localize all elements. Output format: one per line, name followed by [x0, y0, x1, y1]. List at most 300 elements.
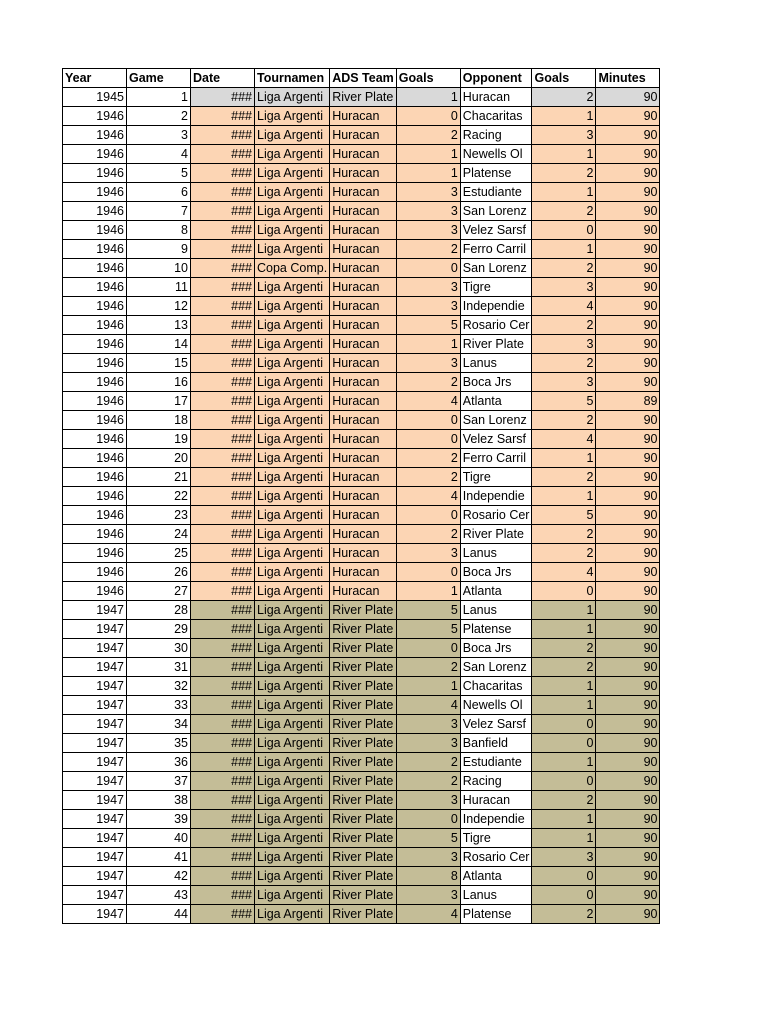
- cell-ads-goals[interactable]: 1: [396, 164, 460, 183]
- cell-opponent-goals[interactable]: 3: [532, 335, 596, 354]
- cell-opponent-goals[interactable]: 0: [532, 867, 596, 886]
- cell-ads-goals[interactable]: 3: [396, 544, 460, 563]
- cell-opponent[interactable]: Ferro Carril: [460, 449, 532, 468]
- cell-year[interactable]: 1947: [63, 867, 127, 886]
- cell-year[interactable]: 1947: [63, 753, 127, 772]
- cell-minutes[interactable]: 90: [596, 297, 660, 316]
- cell-ads-goals[interactable]: 0: [396, 563, 460, 582]
- cell-date[interactable]: ###: [191, 753, 255, 772]
- header-opponent-goals[interactable]: Goals: [532, 69, 596, 88]
- cell-tournament[interactable]: Liga Argenti: [255, 449, 330, 468]
- cell-opponent-goals[interactable]: 5: [532, 392, 596, 411]
- cell-tournament[interactable]: Liga Argenti: [255, 639, 330, 658]
- cell-year[interactable]: 1946: [63, 316, 127, 335]
- cell-tournament[interactable]: Liga Argenti: [255, 335, 330, 354]
- cell-minutes[interactable]: 90: [596, 563, 660, 582]
- cell-game[interactable]: 9: [127, 240, 191, 259]
- cell-tournament[interactable]: Liga Argenti: [255, 411, 330, 430]
- cell-year[interactable]: 1946: [63, 373, 127, 392]
- cell-tournament[interactable]: Liga Argenti: [255, 468, 330, 487]
- cell-ads-team[interactable]: Huracan: [330, 563, 397, 582]
- cell-minutes[interactable]: 90: [596, 240, 660, 259]
- cell-year[interactable]: 1946: [63, 278, 127, 297]
- cell-opponent[interactable]: Rosario Cer: [460, 848, 532, 867]
- cell-tournament[interactable]: Liga Argenti: [255, 772, 330, 791]
- cell-date[interactable]: ###: [191, 164, 255, 183]
- cell-ads-team[interactable]: River Plate: [330, 810, 397, 829]
- cell-ads-team[interactable]: Huracan: [330, 525, 397, 544]
- cell-ads-team[interactable]: River Plate: [330, 867, 397, 886]
- cell-opponent-goals[interactable]: 2: [532, 791, 596, 810]
- cell-ads-goals[interactable]: 1: [396, 582, 460, 601]
- cell-year[interactable]: 1946: [63, 582, 127, 601]
- cell-opponent-goals[interactable]: 1: [532, 449, 596, 468]
- cell-year[interactable]: 1947: [63, 734, 127, 753]
- cell-opponent[interactable]: Racing: [460, 126, 532, 145]
- cell-game[interactable]: 3: [127, 126, 191, 145]
- cell-ads-team[interactable]: Huracan: [330, 487, 397, 506]
- cell-tournament[interactable]: Liga Argenti: [255, 221, 330, 240]
- cell-ads-team[interactable]: Huracan: [330, 373, 397, 392]
- cell-tournament[interactable]: Liga Argenti: [255, 810, 330, 829]
- cell-year[interactable]: 1946: [63, 335, 127, 354]
- cell-opponent[interactable]: Newells Ol: [460, 145, 532, 164]
- cell-ads-team[interactable]: River Plate: [330, 715, 397, 734]
- cell-ads-goals[interactable]: 4: [396, 487, 460, 506]
- cell-year[interactable]: 1946: [63, 107, 127, 126]
- cell-minutes[interactable]: 90: [596, 829, 660, 848]
- cell-minutes[interactable]: 90: [596, 601, 660, 620]
- cell-ads-goals[interactable]: 2: [396, 373, 460, 392]
- cell-game[interactable]: 44: [127, 905, 191, 924]
- cell-game[interactable]: 2: [127, 107, 191, 126]
- cell-date[interactable]: ###: [191, 905, 255, 924]
- cell-opponent[interactable]: Tigre: [460, 829, 532, 848]
- cell-tournament[interactable]: Liga Argenti: [255, 240, 330, 259]
- cell-date[interactable]: ###: [191, 810, 255, 829]
- cell-opponent[interactable]: San Lorenz: [460, 411, 532, 430]
- cell-ads-goals[interactable]: 0: [396, 411, 460, 430]
- cell-ads-team[interactable]: River Plate: [330, 753, 397, 772]
- cell-tournament[interactable]: Liga Argenti: [255, 278, 330, 297]
- cell-ads-goals[interactable]: 3: [396, 886, 460, 905]
- cell-ads-team[interactable]: River Plate: [330, 734, 397, 753]
- cell-opponent-goals[interactable]: 1: [532, 601, 596, 620]
- cell-game[interactable]: 13: [127, 316, 191, 335]
- cell-ads-team[interactable]: Huracan: [330, 335, 397, 354]
- cell-opponent-goals[interactable]: 1: [532, 107, 596, 126]
- cell-tournament[interactable]: Liga Argenti: [255, 886, 330, 905]
- cell-game[interactable]: 22: [127, 487, 191, 506]
- cell-date[interactable]: ###: [191, 316, 255, 335]
- cell-opponent-goals[interactable]: 1: [532, 829, 596, 848]
- cell-ads-goals[interactable]: 5: [396, 829, 460, 848]
- cell-game[interactable]: 34: [127, 715, 191, 734]
- cell-tournament[interactable]: Liga Argenti: [255, 620, 330, 639]
- cell-ads-goals[interactable]: 2: [396, 753, 460, 772]
- cell-ads-team[interactable]: River Plate: [330, 791, 397, 810]
- cell-date[interactable]: ###: [191, 259, 255, 278]
- cell-ads-goals[interactable]: 5: [396, 601, 460, 620]
- cell-minutes[interactable]: 90: [596, 487, 660, 506]
- cell-ads-team[interactable]: Huracan: [330, 240, 397, 259]
- cell-game[interactable]: 26: [127, 563, 191, 582]
- header-date[interactable]: Date: [191, 69, 255, 88]
- cell-minutes[interactable]: 90: [596, 696, 660, 715]
- cell-year[interactable]: 1946: [63, 126, 127, 145]
- cell-ads-goals[interactable]: 3: [396, 791, 460, 810]
- cell-ads-goals[interactable]: 0: [396, 810, 460, 829]
- cell-opponent[interactable]: Ferro Carril: [460, 240, 532, 259]
- cell-tournament[interactable]: Liga Argenti: [255, 829, 330, 848]
- cell-opponent-goals[interactable]: 3: [532, 373, 596, 392]
- cell-minutes[interactable]: 90: [596, 506, 660, 525]
- cell-game[interactable]: 41: [127, 848, 191, 867]
- cell-minutes[interactable]: 90: [596, 183, 660, 202]
- cell-date[interactable]: ###: [191, 658, 255, 677]
- cell-date[interactable]: ###: [191, 354, 255, 373]
- cell-minutes[interactable]: 90: [596, 145, 660, 164]
- cell-opponent-goals[interactable]: 3: [532, 848, 596, 867]
- cell-date[interactable]: ###: [191, 791, 255, 810]
- cell-ads-goals[interactable]: 3: [396, 848, 460, 867]
- cell-date[interactable]: ###: [191, 392, 255, 411]
- cell-game[interactable]: 5: [127, 164, 191, 183]
- cell-minutes[interactable]: 90: [596, 810, 660, 829]
- cell-minutes[interactable]: 90: [596, 734, 660, 753]
- cell-game[interactable]: 25: [127, 544, 191, 563]
- cell-opponent[interactable]: San Lorenz: [460, 202, 532, 221]
- cell-opponent[interactable]: Rosario Cer: [460, 316, 532, 335]
- cell-minutes[interactable]: 90: [596, 354, 660, 373]
- cell-year[interactable]: 1946: [63, 240, 127, 259]
- cell-ads-team[interactable]: River Plate: [330, 848, 397, 867]
- cell-opponent[interactable]: Boca Jrs: [460, 639, 532, 658]
- cell-ads-goals[interactable]: 3: [396, 297, 460, 316]
- cell-date[interactable]: ###: [191, 487, 255, 506]
- cell-opponent-goals[interactable]: 1: [532, 677, 596, 696]
- cell-year[interactable]: 1946: [63, 525, 127, 544]
- cell-tournament[interactable]: Liga Argenti: [255, 183, 330, 202]
- cell-game[interactable]: 28: [127, 601, 191, 620]
- header-game[interactable]: Game: [127, 69, 191, 88]
- cell-game[interactable]: 39: [127, 810, 191, 829]
- cell-minutes[interactable]: 90: [596, 278, 660, 297]
- cell-ads-goals[interactable]: 0: [396, 107, 460, 126]
- cell-ads-team[interactable]: River Plate: [330, 772, 397, 791]
- cell-tournament[interactable]: Liga Argenti: [255, 145, 330, 164]
- cell-minutes[interactable]: 90: [596, 221, 660, 240]
- cell-opponent[interactable]: Platense: [460, 905, 532, 924]
- cell-tournament[interactable]: Liga Argenti: [255, 658, 330, 677]
- cell-year[interactable]: 1947: [63, 848, 127, 867]
- cell-opponent[interactable]: Velez Sarsf: [460, 430, 532, 449]
- cell-ads-team[interactable]: Huracan: [330, 354, 397, 373]
- cell-minutes[interactable]: 90: [596, 544, 660, 563]
- cell-year[interactable]: 1946: [63, 544, 127, 563]
- cell-opponent-goals[interactable]: 1: [532, 145, 596, 164]
- cell-date[interactable]: ###: [191, 278, 255, 297]
- cell-minutes[interactable]: 90: [596, 259, 660, 278]
- cell-date[interactable]: ###: [191, 601, 255, 620]
- cell-year[interactable]: 1946: [63, 183, 127, 202]
- cell-opponent[interactable]: Huracan: [460, 791, 532, 810]
- cell-ads-goals[interactable]: 2: [396, 468, 460, 487]
- cell-ads-goals[interactable]: 1: [396, 88, 460, 107]
- cell-minutes[interactable]: 90: [596, 449, 660, 468]
- cell-ads-goals[interactable]: 3: [396, 183, 460, 202]
- cell-date[interactable]: ###: [191, 430, 255, 449]
- cell-game[interactable]: 7: [127, 202, 191, 221]
- cell-ads-goals[interactable]: 2: [396, 449, 460, 468]
- cell-year[interactable]: 1945: [63, 88, 127, 107]
- cell-year[interactable]: 1947: [63, 829, 127, 848]
- cell-game[interactable]: 43: [127, 886, 191, 905]
- cell-year[interactable]: 1947: [63, 677, 127, 696]
- cell-tournament[interactable]: Liga Argenti: [255, 753, 330, 772]
- cell-tournament[interactable]: Liga Argenti: [255, 126, 330, 145]
- cell-ads-goals[interactable]: 4: [396, 905, 460, 924]
- cell-game[interactable]: 36: [127, 753, 191, 772]
- cell-tournament[interactable]: Liga Argenti: [255, 107, 330, 126]
- cell-date[interactable]: ###: [191, 202, 255, 221]
- cell-date[interactable]: ###: [191, 563, 255, 582]
- cell-tournament[interactable]: Liga Argenti: [255, 525, 330, 544]
- cell-opponent-goals[interactable]: 2: [532, 905, 596, 924]
- cell-opponent-goals[interactable]: 3: [532, 278, 596, 297]
- cell-ads-goals[interactable]: 8: [396, 867, 460, 886]
- cell-date[interactable]: ###: [191, 449, 255, 468]
- cell-ads-team[interactable]: Huracan: [330, 183, 397, 202]
- cell-ads-goals[interactable]: 3: [396, 202, 460, 221]
- cell-year[interactable]: 1947: [63, 905, 127, 924]
- cell-date[interactable]: ###: [191, 335, 255, 354]
- cell-date[interactable]: ###: [191, 297, 255, 316]
- cell-ads-team[interactable]: Huracan: [330, 316, 397, 335]
- cell-tournament[interactable]: Liga Argenti: [255, 354, 330, 373]
- cell-game[interactable]: 33: [127, 696, 191, 715]
- cell-date[interactable]: ###: [191, 886, 255, 905]
- cell-ads-team[interactable]: River Plate: [330, 601, 397, 620]
- cell-tournament[interactable]: Liga Argenti: [255, 715, 330, 734]
- cell-tournament[interactable]: Liga Argenti: [255, 563, 330, 582]
- cell-tournament[interactable]: Liga Argenti: [255, 905, 330, 924]
- cell-opponent-goals[interactable]: 5: [532, 506, 596, 525]
- cell-year[interactable]: 1947: [63, 601, 127, 620]
- cell-game[interactable]: 6: [127, 183, 191, 202]
- cell-minutes[interactable]: 90: [596, 791, 660, 810]
- cell-opponent-goals[interactable]: 1: [532, 620, 596, 639]
- cell-opponent[interactable]: Rosario Cer: [460, 506, 532, 525]
- cell-year[interactable]: 1946: [63, 259, 127, 278]
- cell-opponent[interactable]: Velez Sarsf: [460, 221, 532, 240]
- cell-ads-team[interactable]: Huracan: [330, 506, 397, 525]
- cell-ads-goals[interactable]: 2: [396, 772, 460, 791]
- cell-opponent[interactable]: Platense: [460, 164, 532, 183]
- cell-opponent-goals[interactable]: 3: [532, 126, 596, 145]
- cell-date[interactable]: ###: [191, 183, 255, 202]
- cell-ads-goals[interactable]: 3: [396, 734, 460, 753]
- cell-minutes[interactable]: 90: [596, 772, 660, 791]
- cell-minutes[interactable]: 90: [596, 126, 660, 145]
- cell-minutes[interactable]: 90: [596, 202, 660, 221]
- header-minutes[interactable]: Minutes: [596, 69, 660, 88]
- cell-year[interactable]: 1946: [63, 202, 127, 221]
- cell-year[interactable]: 1947: [63, 772, 127, 791]
- cell-ads-team[interactable]: River Plate: [330, 829, 397, 848]
- cell-ads-goals[interactable]: 0: [396, 259, 460, 278]
- cell-ads-team[interactable]: Huracan: [330, 297, 397, 316]
- cell-ads-goals[interactable]: 3: [396, 715, 460, 734]
- cell-ads-team[interactable]: Huracan: [330, 449, 397, 468]
- cell-minutes[interactable]: 90: [596, 753, 660, 772]
- cell-opponent[interactable]: Independie: [460, 810, 532, 829]
- cell-date[interactable]: ###: [191, 145, 255, 164]
- cell-opponent[interactable]: Boca Jrs: [460, 563, 532, 582]
- cell-opponent-goals[interactable]: 1: [532, 753, 596, 772]
- cell-minutes[interactable]: 90: [596, 677, 660, 696]
- cell-opponent-goals[interactable]: 4: [532, 563, 596, 582]
- cell-ads-goals[interactable]: 3: [396, 278, 460, 297]
- cell-tournament[interactable]: Liga Argenti: [255, 677, 330, 696]
- cell-game[interactable]: 32: [127, 677, 191, 696]
- cell-year[interactable]: 1946: [63, 449, 127, 468]
- cell-game[interactable]: 11: [127, 278, 191, 297]
- cell-date[interactable]: ###: [191, 715, 255, 734]
- cell-game[interactable]: 30: [127, 639, 191, 658]
- cell-minutes[interactable]: 90: [596, 107, 660, 126]
- cell-tournament[interactable]: Liga Argenti: [255, 544, 330, 563]
- cell-ads-team[interactable]: Huracan: [330, 468, 397, 487]
- cell-opponent-goals[interactable]: 0: [532, 772, 596, 791]
- cell-minutes[interactable]: 90: [596, 715, 660, 734]
- cell-minutes[interactable]: 90: [596, 886, 660, 905]
- cell-year[interactable]: 1947: [63, 620, 127, 639]
- cell-ads-team[interactable]: River Plate: [330, 886, 397, 905]
- cell-ads-goals[interactable]: 3: [396, 354, 460, 373]
- cell-year[interactable]: 1946: [63, 164, 127, 183]
- cell-year[interactable]: 1947: [63, 791, 127, 810]
- cell-ads-goals[interactable]: 0: [396, 430, 460, 449]
- cell-date[interactable]: ###: [191, 734, 255, 753]
- cell-minutes[interactable]: 90: [596, 335, 660, 354]
- cell-opponent[interactable]: Lanus: [460, 601, 532, 620]
- cell-tournament[interactable]: Liga Argenti: [255, 373, 330, 392]
- cell-date[interactable]: ###: [191, 525, 255, 544]
- cell-year[interactable]: 1947: [63, 696, 127, 715]
- cell-tournament[interactable]: Liga Argenti: [255, 430, 330, 449]
- cell-opponent[interactable]: Estudiante: [460, 753, 532, 772]
- cell-ads-goals[interactable]: 4: [396, 392, 460, 411]
- cell-game[interactable]: 12: [127, 297, 191, 316]
- cell-ads-team[interactable]: Huracan: [330, 221, 397, 240]
- cell-game[interactable]: 1: [127, 88, 191, 107]
- cell-tournament[interactable]: Liga Argenti: [255, 506, 330, 525]
- cell-opponent[interactable]: Independie: [460, 297, 532, 316]
- cell-opponent[interactable]: Huracan: [460, 88, 532, 107]
- cell-year[interactable]: 1946: [63, 563, 127, 582]
- cell-year[interactable]: 1946: [63, 430, 127, 449]
- cell-opponent-goals[interactable]: 0: [532, 734, 596, 753]
- cell-game[interactable]: 23: [127, 506, 191, 525]
- header-tournament[interactable]: Tournamen: [255, 69, 330, 88]
- cell-year[interactable]: 1946: [63, 468, 127, 487]
- cell-date[interactable]: ###: [191, 772, 255, 791]
- cell-tournament[interactable]: Liga Argenti: [255, 867, 330, 886]
- cell-ads-goals[interactable]: 4: [396, 696, 460, 715]
- cell-date[interactable]: ###: [191, 506, 255, 525]
- cell-opponent-goals[interactable]: 2: [532, 316, 596, 335]
- cell-opponent[interactable]: Chacaritas: [460, 107, 532, 126]
- cell-game[interactable]: 35: [127, 734, 191, 753]
- cell-date[interactable]: ###: [191, 240, 255, 259]
- cell-minutes[interactable]: 90: [596, 905, 660, 924]
- cell-game[interactable]: 24: [127, 525, 191, 544]
- cell-year[interactable]: 1947: [63, 886, 127, 905]
- cell-opponent-goals[interactable]: 0: [532, 715, 596, 734]
- cell-ads-team[interactable]: River Plate: [330, 620, 397, 639]
- cell-minutes[interactable]: 90: [596, 164, 660, 183]
- cell-tournament[interactable]: Liga Argenti: [255, 791, 330, 810]
- cell-date[interactable]: ###: [191, 373, 255, 392]
- cell-ads-goals[interactable]: 1: [396, 677, 460, 696]
- cell-date[interactable]: ###: [191, 107, 255, 126]
- cell-game[interactable]: 40: [127, 829, 191, 848]
- cell-ads-team[interactable]: Huracan: [330, 544, 397, 563]
- cell-year[interactable]: 1946: [63, 487, 127, 506]
- cell-ads-goals[interactable]: 0: [396, 506, 460, 525]
- cell-opponent-goals[interactable]: 2: [532, 88, 596, 107]
- cell-year[interactable]: 1947: [63, 715, 127, 734]
- cell-tournament[interactable]: Liga Argenti: [255, 734, 330, 753]
- cell-ads-goals[interactable]: 5: [396, 620, 460, 639]
- cell-game[interactable]: 27: [127, 582, 191, 601]
- cell-ads-team[interactable]: Huracan: [330, 411, 397, 430]
- cell-date[interactable]: ###: [191, 696, 255, 715]
- cell-tournament[interactable]: Liga Argenti: [255, 297, 330, 316]
- cell-opponent-goals[interactable]: 1: [532, 240, 596, 259]
- cell-opponent[interactable]: Chacaritas: [460, 677, 532, 696]
- cell-opponent[interactable]: River Plate: [460, 525, 532, 544]
- cell-ads-goals[interactable]: 3: [396, 221, 460, 240]
- cell-ads-team[interactable]: Huracan: [330, 582, 397, 601]
- cell-game[interactable]: 8: [127, 221, 191, 240]
- cell-tournament[interactable]: Liga Argenti: [255, 202, 330, 221]
- cell-opponent[interactable]: Independie: [460, 487, 532, 506]
- cell-game[interactable]: 4: [127, 145, 191, 164]
- cell-ads-goals[interactable]: 0: [396, 639, 460, 658]
- cell-opponent-goals[interactable]: 2: [532, 259, 596, 278]
- cell-ads-team[interactable]: Huracan: [330, 259, 397, 278]
- cell-date[interactable]: ###: [191, 468, 255, 487]
- header-ads-team[interactable]: ADS Team: [330, 69, 397, 88]
- cell-minutes[interactable]: 90: [596, 848, 660, 867]
- cell-year[interactable]: 1946: [63, 297, 127, 316]
- cell-date[interactable]: ###: [191, 829, 255, 848]
- cell-opponent-goals[interactable]: 2: [532, 354, 596, 373]
- cell-date[interactable]: ###: [191, 544, 255, 563]
- cell-opponent[interactable]: Racing: [460, 772, 532, 791]
- cell-opponent[interactable]: Tigre: [460, 468, 532, 487]
- cell-opponent-goals[interactable]: 1: [532, 487, 596, 506]
- cell-year[interactable]: 1946: [63, 145, 127, 164]
- cell-ads-team[interactable]: Huracan: [330, 392, 397, 411]
- header-opponent[interactable]: Opponent: [460, 69, 532, 88]
- cell-opponent[interactable]: Boca Jrs: [460, 373, 532, 392]
- cell-opponent-goals[interactable]: 4: [532, 430, 596, 449]
- cell-tournament[interactable]: Liga Argenti: [255, 601, 330, 620]
- cell-minutes[interactable]: 90: [596, 620, 660, 639]
